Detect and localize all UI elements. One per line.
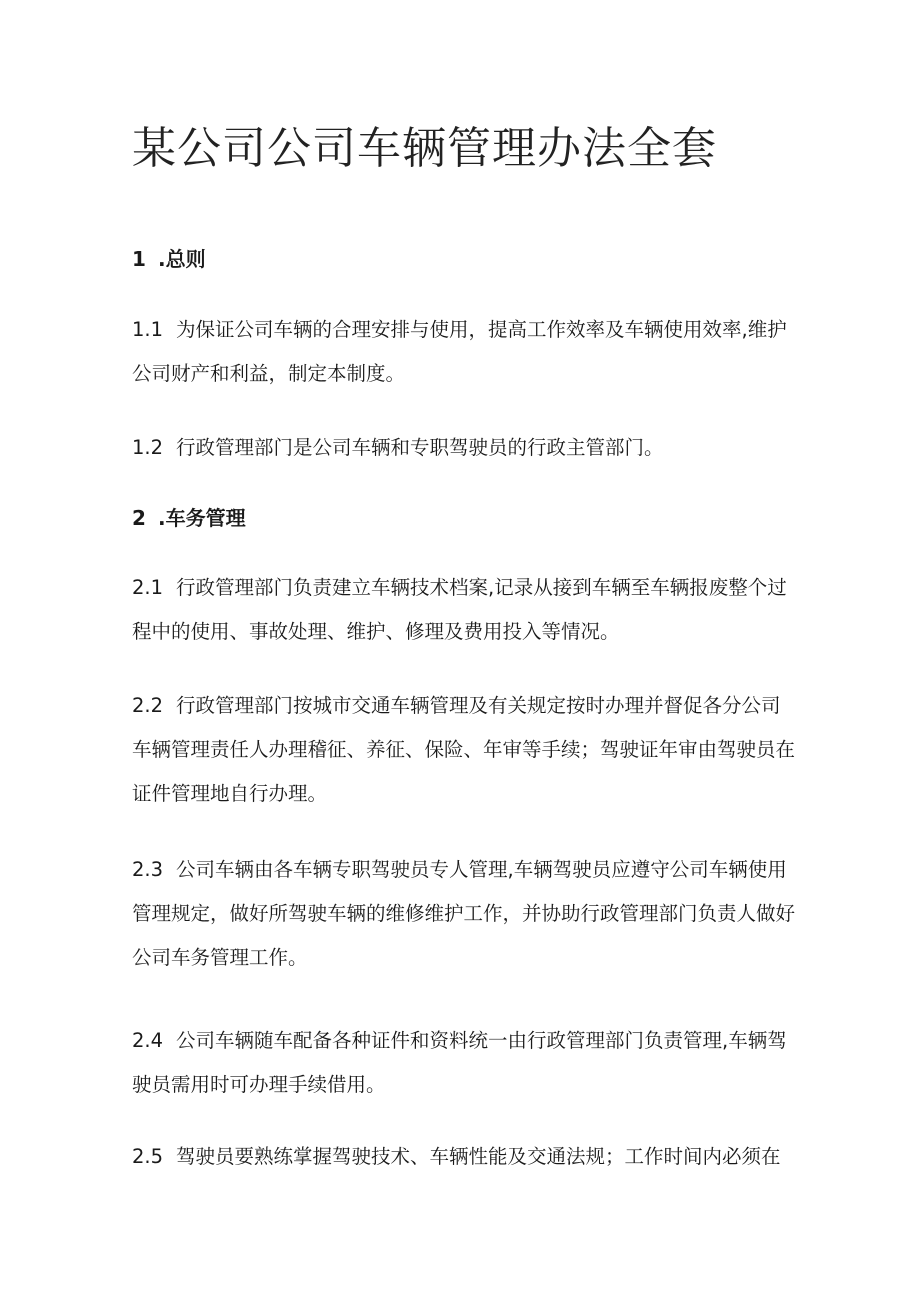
section-number: 1 (132, 247, 146, 271)
paragraph-2-1 (132, 566, 797, 654)
paragraph-text: 为保证公司车辆的合理安排与使用，提高工作效率及车辆使用效率,维护公司财产和利益，制定本制度。 (132, 318, 787, 385)
paragraph-1-2 (132, 426, 797, 470)
paragraph-2-2 (132, 684, 797, 816)
paragraph-text: 行政管理部门是公司车辆和专职驾驶员的行政主管部门。 (176, 436, 664, 459)
document-title: 某公司公司车辆管理办法全套 (132, 123, 717, 174)
paragraph-text: 行政管理部门按城市交通车辆管理及有关规定按时办理并督促各分公司车辆管理责任人办理稽征、养征、保险、年审等手续；驾驶证年审由驾驶员在证件管理地自行办理。 (132, 694, 796, 805)
section-title: .总则 (158, 247, 206, 271)
paragraph-text: 公司车辆由各车辆专职驾驶员专人管理,车辆驾驶员应遵守公司车辆使用管理规定，做好所驾驶车辆的维修维护工作，并协助行政管理部门负责人做好公司车务管理工作。 (132, 858, 796, 969)
section-heading-1 (132, 244, 206, 274)
paragraph-number: 2.5 (132, 1145, 164, 1168)
paragraph-number: 2.1 (132, 576, 164, 599)
paragraph-text: 行政管理部门负责建立车辆技术档案,记录从接到车辆至车辆报废整个过程中的使用、事故处理、维护、修理及费用投入等情况。 (132, 576, 787, 643)
section-title: .车务管理 (158, 506, 246, 530)
section-number: 2 (132, 506, 146, 530)
section-heading-2 (132, 503, 246, 533)
paragraph-text: 驾驶员要熟练掌握驾驶技术、车辆性能及交通法规；工作时间内必须在 (176, 1145, 781, 1168)
paragraph-number: 2.2 (132, 694, 164, 717)
paragraph-number: 2.4 (132, 1029, 164, 1052)
paragraph-2-3 (132, 848, 797, 980)
paragraph-number: 1.1 (132, 318, 164, 341)
paragraph-text: 公司车辆随车配备各种证件和资料统一由行政管理部门负责管理,车辆驾驶员需用时可办理手续借用。 (132, 1029, 787, 1096)
paragraph-number: 2.3 (132, 858, 164, 881)
paragraph-number: 1.2 (132, 436, 164, 459)
paragraph-1-1 (132, 308, 797, 396)
paragraph-2-4 (132, 1019, 797, 1107)
paragraph-2-5 (132, 1135, 797, 1179)
